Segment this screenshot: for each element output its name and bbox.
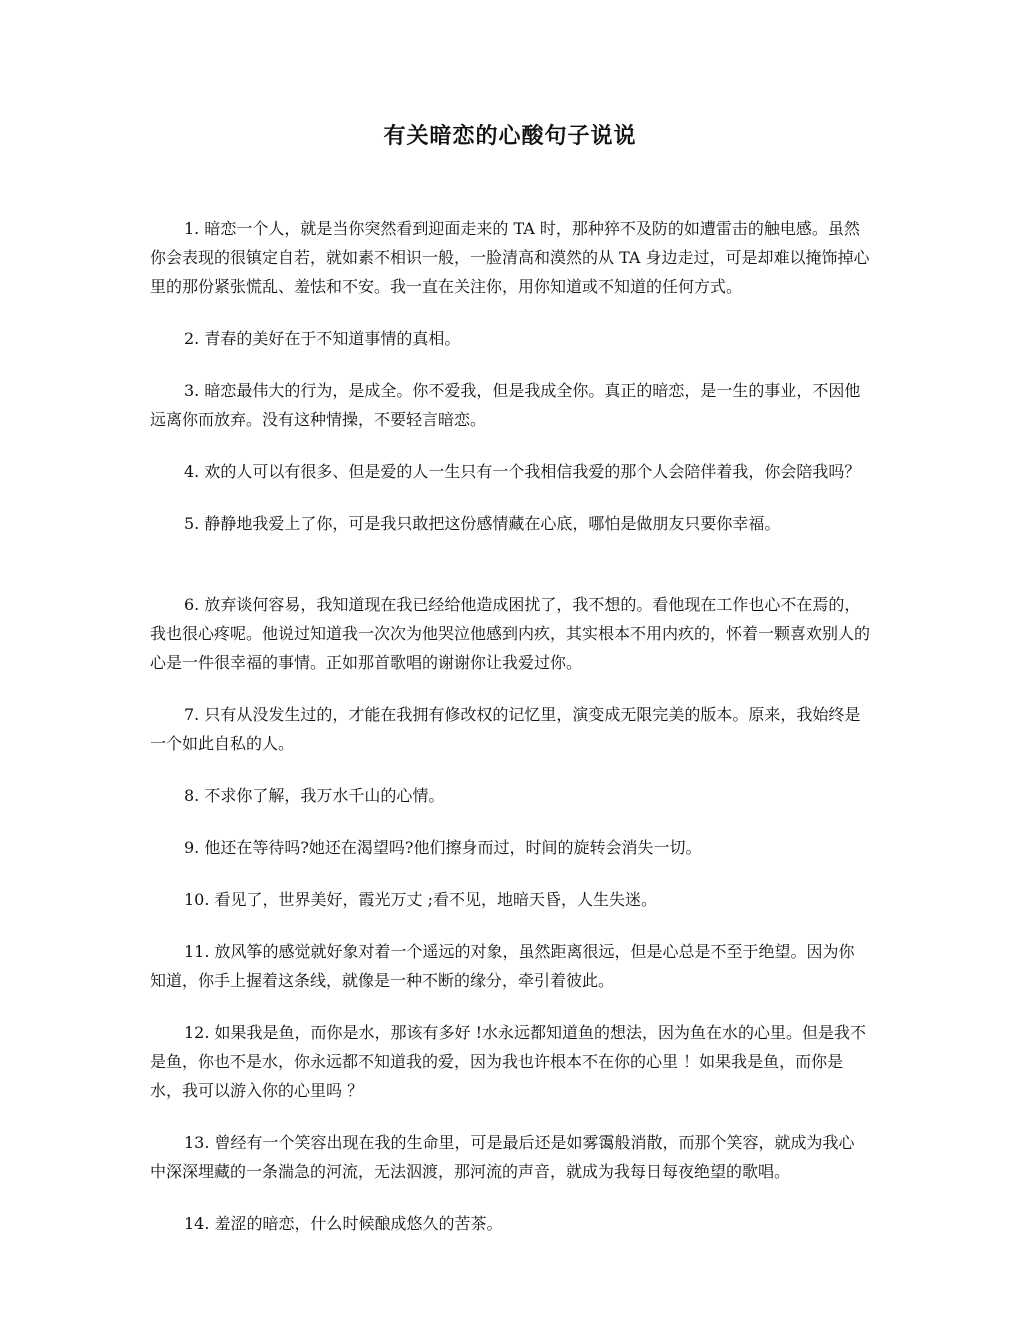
paragraph-1: 1. 暗恋一个人，就是当你突然看到迎面走来的 TA 时，那种猝不及防的如遭雷击的触电感。虽然你会表现的很镇定自若，就如素不相识一般，一脸清高和漠然的从 TA 身边走过，可是却难以掩饰掉心里的那份紧张慌乱、羞怯和不安。我一直在关注你，用你知道或不知道的任何方式。 <box>150 219 870 296</box>
paragraph-9: 9. 他还在等待吗?她还在渴望吗?他们擦身而过，时间的旋转会消失一切。 <box>184 838 702 857</box>
document-title: 有关暗恋的心酸句子说说 <box>383 123 637 149</box>
paragraph-4: 4. 欢的人可以有很多、但是爱的人一生只有一个我相信我爱的那个人会陪伴着我，你会陪我吗？ <box>184 462 861 481</box>
paragraph-14: 14. 羞涩的暗恋，什么时候酿成悠久的苦茶。 <box>184 1214 503 1233</box>
paragraph-2: 2. 青春的美好在于不知道事情的真相。 <box>184 329 461 348</box>
document-body <box>150 214 870 1238</box>
paragraph-3: 3. 暗恋最伟大的行为，是成全。你不爱我，但是我成全你。真正的暗恋，是一生的事业，不因他远离你而放弃。没有这种情操，不要轻言暗恋。 <box>150 381 861 429</box>
paragraph-5: 5. 静静地我爱上了你，可是我只敢把这份感情藏在心底，哪怕是做朋友只要你幸福。 <box>184 514 781 533</box>
paragraph-11: 11. 放风筝的感觉就好象对着一个遥远的对象，虽然距离很远，但是心总是不至于绝望。因为你知道，你手上握着这条线，就像是一种不断的缘分，牵引着彼此。 <box>150 942 855 990</box>
paragraph-13: 13. 曾经有一个笑容出现在我的生命里，可是最后还是如雾霭般消散，而那个笑容，就成为我心中深深埋藏的一条湍急的河流，无法泅渡，那河流的声音，就成为我每日每夜绝望的歌唱。 <box>150 1133 855 1181</box>
paragraph-6: 6. 放弃谈何容易，我知道现在我已经给他造成困扰了，我不想的。看他现在工作也心不在焉的，我也很心疼呢。他说过知道我一次次为他哭泣他感到内疚，其实根本不用内疚的，怀着一颗喜欢别人的心是一件很幸福的事情。正如那首歌唱的谢谢你让我爱过你。 <box>150 595 871 672</box>
paragraph-10: 10. 看见了，世界美好，霞光万丈 ;看不见，地暗天昏，人生失迷。 <box>184 890 658 909</box>
paragraph-12: 12. 如果我是鱼，而你是水，那该有多好 !水永远都知道鱼的想法，因为鱼在水的心里。但是我不是鱼，你也不是水，你永远都不知道我的爱，因为我也许根本不在你的心里 ！如果我是鱼，而你是水，我可以游入你的心里吗 ？ <box>150 1023 867 1100</box>
paragraph-7: 7. 只有从没发生过的，才能在我拥有修改权的记忆里，演变成无限完美的版本。原来，我始终是一个如此自私的人。 <box>150 705 861 753</box>
paragraph-8: 8. 不求你了解，我万水千山的心情。 <box>184 786 445 805</box>
